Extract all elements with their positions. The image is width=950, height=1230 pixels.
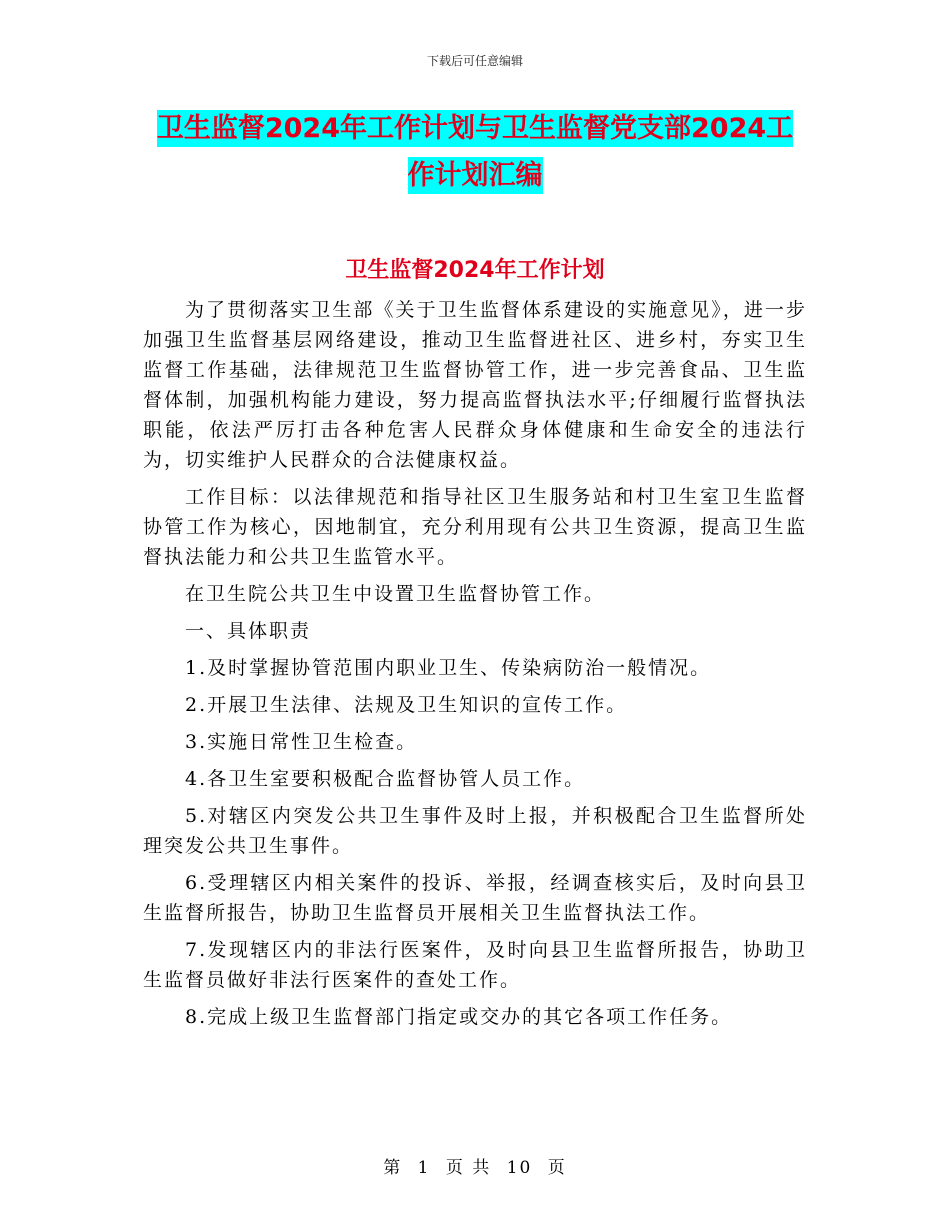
paragraph-intro: 为了贯彻落实卫生部《关于卫生监督体系建设的实施意见》，进一步加强卫生监督基层网络建设，推动卫生监督进社区、进乡村，夯实卫生监督工作基础，法律规范卫生监督协管工作，进一步完善食品、卫生监督体制，加强机构能力建设，努力提高监督执法水平;仔细履行监督执法职能，依法严厉打击各种危害人民群众身体健康和生命安全的违法行为，切实维护人民群众的合法健康权益。 (143, 299, 807, 471)
duty-item-6: 6.受理辖区内相关案件的投诉、举报，经调查核实后，及时向县卫生监督所报告，协助卫生监督员开展相关卫生监督执法工作。 (143, 872, 807, 924)
duty-item-3: 3.实施日常性卫生检查。 (185, 731, 418, 753)
duty-item-2: 2.开展卫生法律、法规及卫生知识的宣传工作。 (185, 694, 628, 716)
paragraph-goal: 工作目标：以法律规范和指导社区卫生服务站和村卫生室卫生监督协管工作为核心，因地制宜，充分利用现有公共卫生资源，提高卫生监督执法能力和公共卫生监管水平。 (143, 486, 807, 568)
section-title: 卫生监督2024年工作计划 (345, 258, 605, 283)
duty-item-5: 5.对辖区内突发公共卫生事件及时上报，并积极配合卫生监督所处理突发公共卫生事件。 (143, 805, 807, 857)
duty-item-1: 1.及时掌握协管范围内职业卫生、传染病防治一般情况。 (185, 657, 712, 679)
duty-item-7: 7.发现辖区内的非法行医案件，及时向县卫生监督所报告，协助卫生监督员做好非法行医案件的查处工作。 (143, 939, 807, 991)
paragraph-setup: 在卫生院公共卫生中设置卫生监督协管工作。 (185, 583, 606, 605)
header-note: 下载后可任意编辑 (426, 54, 523, 68)
document-title-text-1: 卫生监督2024年工作计划与卫生监督党支部2024工 (157, 110, 793, 147)
heading-duties: 一、具体职责 (185, 620, 312, 642)
duty-item-8: 8.完成上级卫生监督部门指定或交办的其它各项工作任务。 (185, 1006, 733, 1028)
document-body (143, 295, 807, 1039)
document-title-text-2: 作计划汇编 (408, 157, 543, 194)
duty-item-4: 4.各卫生室要积极配合监督协管人员工作。 (185, 768, 586, 790)
footer-suffix: 页 (547, 1158, 567, 1178)
footer-mid: 页 共 (445, 1158, 492, 1178)
document-title-line-1 (0, 115, 950, 142)
page-footer (0, 1153, 950, 1178)
footer-page-number: 1 (417, 1158, 431, 1178)
document-title-line-2 (0, 162, 950, 189)
footer-prefix: 第 (383, 1158, 403, 1178)
footer-total-pages: 10 (506, 1158, 533, 1178)
